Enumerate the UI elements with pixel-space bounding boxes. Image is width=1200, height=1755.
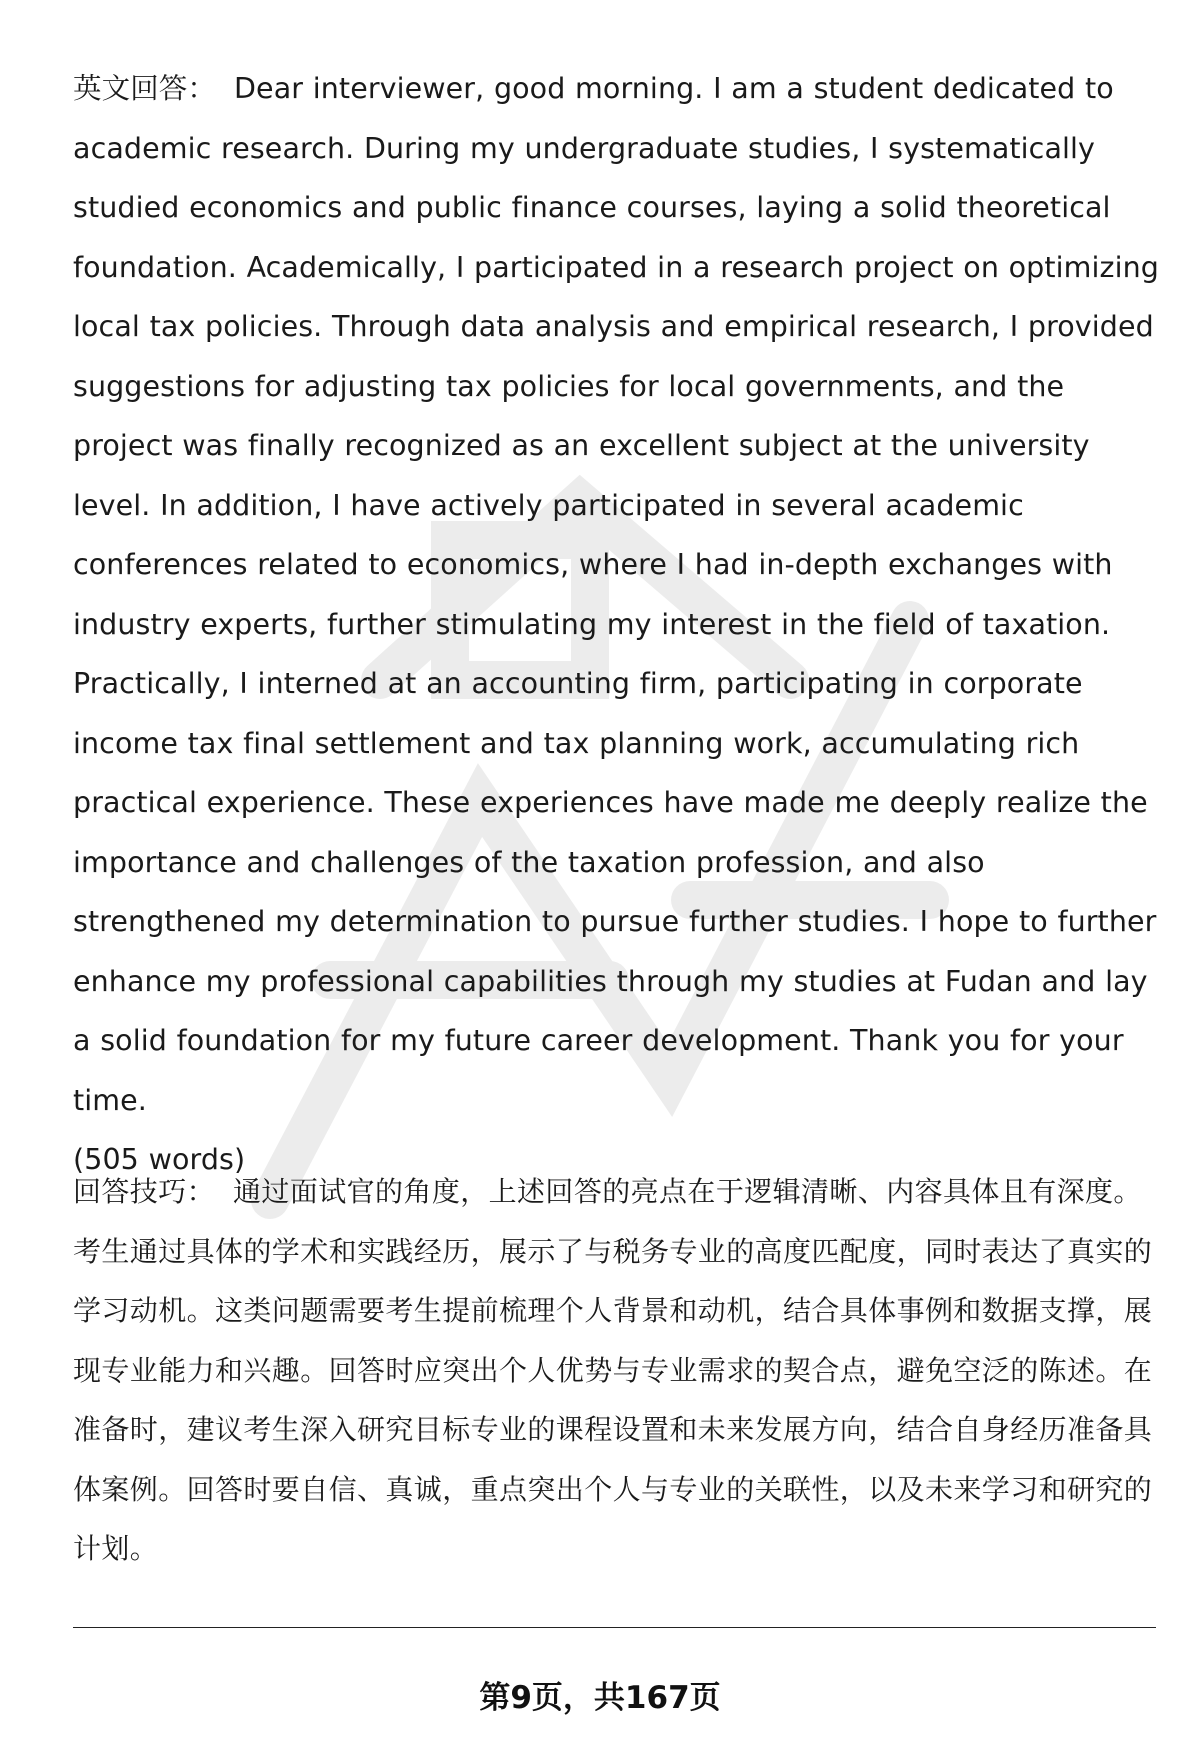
answer-tips-section xyxy=(73,1162,1163,1579)
page-number: 第9页，共167页 xyxy=(479,1680,721,1716)
answer-label: 英文回答： xyxy=(73,72,217,105)
word-count: (505 words) xyxy=(73,1143,246,1176)
answer-text: Dear interviewer, good morning. I am a student dedicated to academic research. During my undergraduate studies, I systematically studied economics and public finance courses, laying a solid theoretical foundation. Academically, I participated in a research project on optimizing local tax policies. Through data analysis and empirical research, I provided suggestions for adjusting tax policies for local governments, and the project was finally recognized as an excellent subject at the university level. In addition, I have actively participated in several academic conferences related to economics, where I had in-depth exchanges with industry experts, further stimulating my interest in the field of taxation. Practically, I interned at an accounting firm, participating in corporate income tax final settlement and tax planning work, accumulating rich practical experience. These experiences have made me deeply realize the importance and challenges of the taxation profession, and also strengthened my determination to pursue further studies. I hope to further enhance my professional capabilities through my studies at Fudan and lay a solid foundation for my future career development. Thank you for your time. xyxy=(73,72,1159,1117)
footer-divider xyxy=(73,1627,1156,1628)
english-answer-section xyxy=(73,59,1163,1190)
tips-text: 通过面试官的角度，上述回答的亮点在于逻辑清晰、内容具体且有深度。考生通过具体的学术和实践经历，展示了与税务专业的高度匹配度，同时表达了真实的学习动机。这类问题需要考生提前梳理个人背景和动机，结合具体事例和数据支撑，展现专业能力和兴趣。回答时应突出个人优势与专业需求的契合点，避免空泛的陈述。在准备时，建议考生深入研究目标专业的课程设置和未来发展方向，结合自身经历准备具体案例。回答时要自信、真诚，重点突出个人与专业的关联性，以及未来学习和研究的计划。 xyxy=(73,1175,1153,1565)
tips-label: 回答技巧： xyxy=(73,1175,216,1208)
